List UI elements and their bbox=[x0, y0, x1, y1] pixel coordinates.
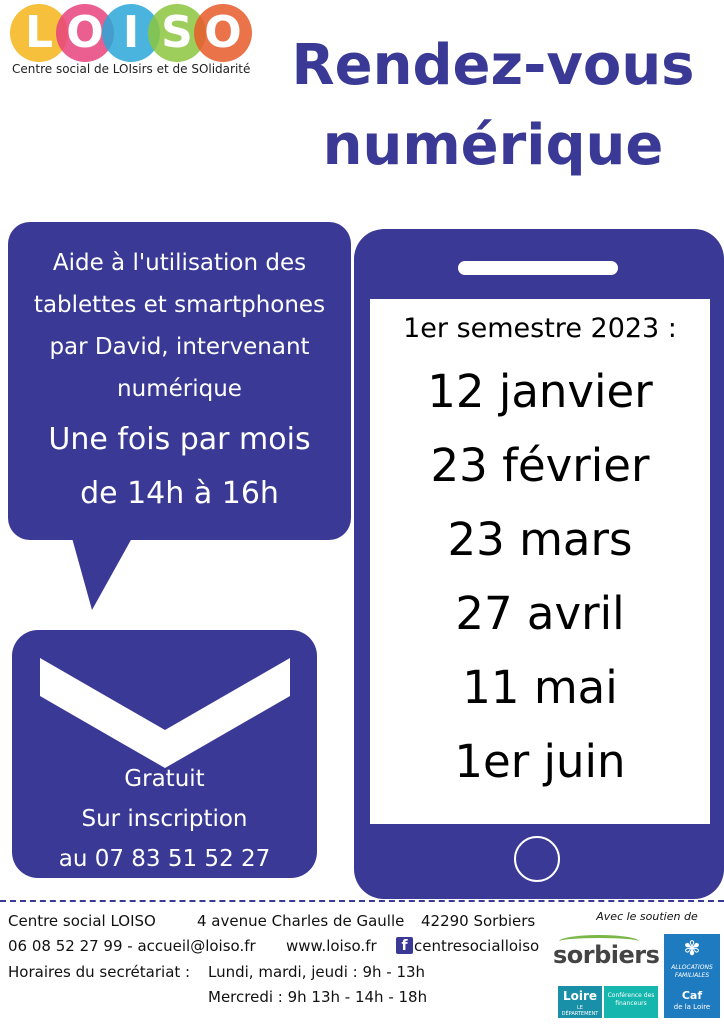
footer-address: 4 avenue Charles de Gaulle bbox=[197, 912, 405, 930]
sponsor-label: Avec le soutien de bbox=[596, 910, 698, 923]
registration-text: Sur inscription bbox=[81, 806, 248, 832]
title-line-1: Rendez-vous bbox=[291, 33, 695, 98]
session-date: 12 janvier bbox=[427, 365, 653, 418]
footer-facebook: centresocialloiso bbox=[414, 937, 540, 955]
logo-letter: O bbox=[66, 7, 104, 58]
envelope-icon bbox=[12, 630, 317, 878]
footer-hours-1: Lundi, mardi, jeudi : 9h - 13h bbox=[208, 963, 426, 981]
session-date: 23 février bbox=[430, 439, 650, 492]
loiso-logo bbox=[8, 4, 258, 80]
logo-letter: L bbox=[24, 7, 54, 58]
envelope-flap-icon bbox=[40, 658, 290, 768]
logo-letter: I bbox=[122, 7, 140, 58]
footer-hours-2: Mercredi : 9h 13h - 14h - 18h bbox=[208, 988, 428, 1006]
conference-block bbox=[604, 986, 658, 1018]
loire-sub: LE DÉPARTEMENT bbox=[561, 1005, 599, 1017]
bubble-line: Aide à l'utilisation des bbox=[52, 250, 307, 276]
logo-tagline: Centre social de LOIsirs et de SOlidarité bbox=[12, 62, 251, 76]
caf-name: Caf bbox=[681, 989, 703, 1002]
session-date: 27 avril bbox=[455, 587, 625, 640]
bubble-line: par David, intervenant bbox=[49, 334, 310, 360]
phone-screen bbox=[370, 299, 710, 824]
footer-divider bbox=[0, 900, 724, 902]
footer-org: Centre social LOISO bbox=[8, 912, 156, 930]
footer-contact: 06 08 52 27 99 - accueil@loiso.fr bbox=[8, 937, 256, 955]
loire-name: Loire bbox=[562, 989, 598, 1003]
phone-speaker bbox=[458, 261, 618, 275]
sorbiers-logo bbox=[553, 935, 663, 979]
session-date: 11 mai bbox=[462, 661, 618, 714]
logo-letter: S bbox=[161, 7, 193, 58]
facebook-icon: f bbox=[396, 937, 413, 954]
conference-text: Conférence des financeurs bbox=[607, 992, 655, 1007]
caf-family-icon: ✾ bbox=[683, 936, 701, 960]
page-title bbox=[262, 26, 724, 186]
loire-block bbox=[558, 986, 602, 1018]
footer-hours-label: Horaires du secrétariat : bbox=[8, 963, 191, 981]
semester-label: 1er semestre 2023 : bbox=[403, 313, 677, 344]
bubble-line: numérique bbox=[117, 376, 242, 402]
caf-allocations: ALLOCATIONS FAMILIALES bbox=[671, 964, 713, 979]
logo-letter: O bbox=[204, 7, 242, 58]
phone-home-button bbox=[514, 836, 560, 882]
bubble-line: tablettes et smartphones bbox=[33, 292, 326, 318]
smartphone-illustration bbox=[354, 229, 724, 899]
title-line-2: numérique bbox=[322, 113, 664, 178]
bubble-hours: de 14h à 16h bbox=[80, 476, 279, 511]
session-date: 1er juin bbox=[454, 735, 626, 788]
caf-logo bbox=[664, 934, 720, 1018]
speech-bubble bbox=[8, 222, 351, 540]
footer-city: 42290 Sorbiers bbox=[421, 912, 536, 930]
footer-website: www.loiso.fr bbox=[286, 937, 377, 955]
bubble-frequency: Une fois par mois bbox=[48, 422, 311, 457]
session-date: 23 mars bbox=[447, 513, 633, 566]
speech-bubble-tail bbox=[72, 538, 132, 610]
price-text: Gratuit bbox=[124, 766, 205, 792]
registration-phone: au 07 83 51 52 27 bbox=[58, 846, 271, 872]
loire-logo bbox=[558, 986, 658, 1018]
sorbiers-wordmark: sorbiers bbox=[553, 941, 660, 969]
caf-sub: de la Loire bbox=[673, 1003, 711, 1011]
